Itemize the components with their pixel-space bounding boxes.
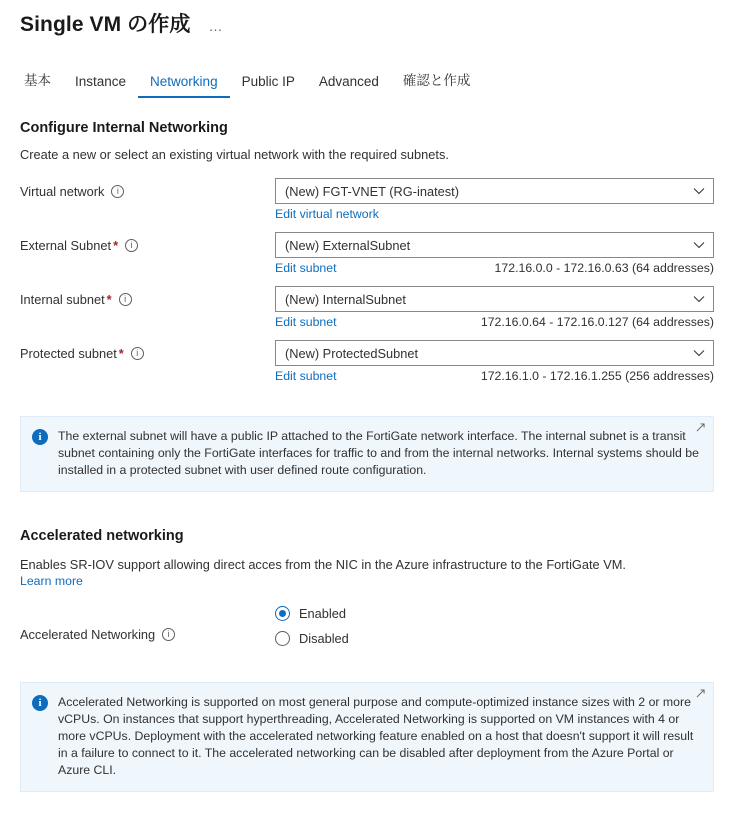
title-row [20,0,714,38]
section-description-internal-networking: Create a new or select an existing virtual network with the required subnets. [20,147,449,162]
label-protected-subnet [20,340,275,361]
internal-networking-form [20,178,714,394]
tab-bar [20,68,714,98]
chevron-down-icon [693,347,705,359]
protected-subnet-range: 172.16.1.0 - 172.16.1.255 (256 addresses) [480,369,714,383]
edit-virtual-network-link[interactable]: Edit virtual network [275,207,379,221]
info-banner-accelerated-text: Accelerated Networking is supported on most general purpose and compute-optimized instance sizes with 2 or more vCPUs. On instances that support hyperthreading, Accelerated Networking is supported on VM instances with 4 or more vCPUs. Deployment with the accelerated networking feature enabled on a host that doesn't support it will result in a failure to connect to it. The accelerated networking can be disabled after deployment from the Azure Portal or Azure CLI. [58,695,694,777]
learn-more-link[interactable]: Learn more [20,574,83,588]
more-options-icon[interactable]: … [208,18,224,34]
expand-icon[interactable] [696,689,705,698]
tab-advanced[interactable]: Advanced [318,74,379,89]
label-external-subnet [20,232,275,253]
required-marker: * [113,238,119,253]
label-accelerated-networking [20,606,275,656]
section-heading-internal-networking: Configure Internal Networking [20,120,228,136]
section-description-accelerated-networking: Enables SR-IOV support allowing direct acces from the NIC in the Azure infrastructure to the FortiGate VM. [20,557,626,572]
form-row-external-subnet [20,232,714,286]
protected-subnet-select[interactable] [275,340,714,366]
edit-protected-subnet-link[interactable]: Edit subnet [275,369,337,383]
info-banner-accelerated [20,682,714,792]
tab-instance[interactable]: Instance [75,74,127,89]
chevron-down-icon [693,293,705,305]
required-marker: * [106,292,112,307]
virtual-network-value: (New) FGT-VNET (RG-inatest) [285,183,459,199]
edit-internal-subnet-link[interactable]: Edit subnet [275,315,337,329]
radio-accelerated-disabled[interactable] [275,631,714,646]
internal-subnet-value: (New) InternalSubnet [285,291,406,307]
label-virtual-network [20,178,275,199]
chevron-down-icon [693,185,705,197]
field-virtual-network [275,178,714,232]
tab-basics[interactable]: 基本 [24,73,51,88]
virtual-network-select[interactable] [275,178,714,204]
radio-accelerated-enabled-label: Enabled [299,606,346,621]
info-banner-networking-text: The external subnet will have a public IP attached to the FortiGate network interface. The internal subnet is a transit subnet containing only the FortiGate interfaces for traffic to and from the internal networks. Internal systems should be installed in a protected subnet with user defined route configuration. [58,429,699,477]
info-icon[interactable]: i [119,293,132,306]
protected-subnet-value: (New) ProtectedSubnet [285,345,419,361]
field-internal-subnet [275,286,714,340]
label-protected-subnet-text: Protected subnet [20,346,117,361]
label-external-subnet-text: External Subnet [20,238,112,253]
internal-subnet-select[interactable] [275,286,714,312]
field-protected-subnet [275,340,714,394]
radio-accelerated-disabled-label: Disabled [299,631,349,646]
virtual-network-meta [275,207,714,221]
info-icon[interactable]: i [162,628,175,641]
required-marker: * [118,346,124,361]
chevron-down-icon [693,239,705,251]
info-icon[interactable]: i [131,347,144,360]
internal-subnet-meta [275,315,714,329]
info-icon: i [32,429,48,445]
label-virtual-network-text: Virtual network [20,184,105,199]
info-icon[interactable]: i [111,185,124,198]
internal-subnet-range: 172.16.0.64 - 172.16.0.127 (64 addresses) [480,315,714,329]
section-heading-accelerated-networking: Accelerated networking [20,528,184,544]
expand-icon[interactable] [696,423,705,432]
radio-accelerated-enabled[interactable] [275,606,714,621]
external-subnet-range: 172.16.0.0 - 172.16.0.63 (64 addresses) [494,261,714,275]
tab-networking[interactable]: Networking [138,74,230,98]
radio-circle-icon [275,606,290,621]
external-subnet-select[interactable] [275,232,714,258]
label-internal-subnet-text: Internal subnet [20,292,105,307]
radio-circle-icon [275,631,290,646]
external-subnet-value: (New) ExternalSubnet [285,237,411,253]
edit-external-subnet-link[interactable]: Edit subnet [275,261,337,275]
protected-subnet-meta [275,369,714,383]
tab-public-ip[interactable]: Public IP [241,74,295,89]
form-row-virtual-network [20,178,714,232]
form-row-accelerated-networking [20,606,714,656]
external-subnet-meta [275,261,714,275]
label-accelerated-networking-text: Accelerated Networking [20,626,156,642]
info-icon: i [32,695,48,711]
form-row-protected-subnet [20,340,714,394]
tab-review-create[interactable]: 確認と作成 [402,73,471,88]
info-banner-networking [20,416,714,492]
page-title: Single VM の作成 [20,13,191,36]
info-icon[interactable]: i [125,239,138,252]
field-external-subnet [275,232,714,286]
label-internal-subnet [20,286,275,307]
form-row-internal-subnet [20,286,714,340]
accelerated-networking-radio-group [275,606,714,656]
